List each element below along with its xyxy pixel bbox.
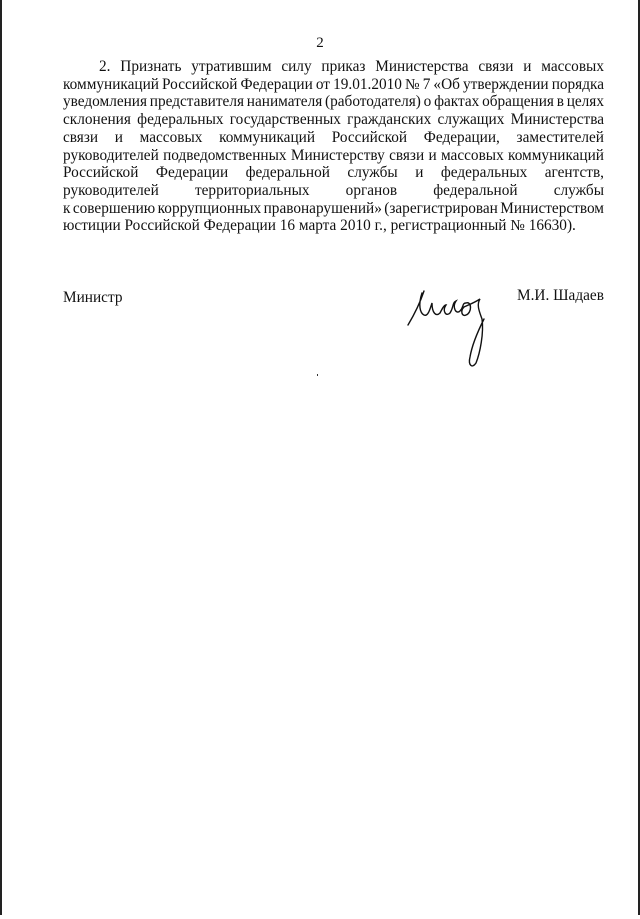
line-text: уведомления представителя нанимателя (работодателя) о фактах обращения в целях (63, 93, 604, 111)
paragraph-line (63, 217, 604, 235)
scan-speck (317, 374, 318, 376)
handwritten-signature (402, 283, 532, 373)
paragraph-2 (63, 58, 604, 235)
paragraph-line (63, 200, 604, 218)
paragraph-line (63, 111, 604, 129)
paragraph-line (63, 58, 604, 76)
line-text: Российской Федерации федеральной службы и федеральных агентств, (63, 164, 604, 182)
line-text: руководителей подведомственных Министерству связи и массовых коммуникаций (63, 146, 604, 164)
line-text: руководителей территориальных органов федеральной службы (63, 181, 604, 199)
line-text: юстиции Российской Федерации 16 марта 2010 г., регистрационный № 16630). (63, 217, 576, 235)
paragraph-line (63, 129, 604, 147)
paragraph-line (63, 147, 604, 165)
paragraph-line (63, 76, 604, 94)
signatory-name: М.И. Шадаев (517, 287, 604, 304)
page-number: 2 (316, 35, 324, 51)
signatory-role: Министр (63, 289, 123, 306)
line-text: связи и массовых коммуникаций Российской Федерации, заместителей (63, 128, 604, 146)
line-text: 2. Признать утратившим силу приказ Министерства связи и массовых (99, 58, 604, 75)
line-text: коммуникаций Российской Федерации от 19.01.2010 № 7 «Об утверждении порядка (63, 75, 604, 93)
line-text: склонения федеральных государственных гражданских служащих Министерства (63, 111, 604, 129)
line-text: к совершению коррупционных правонарушений» (зарегистрирован Министерством (63, 199, 604, 217)
paragraph-line (63, 93, 604, 111)
paragraph-line (63, 164, 604, 182)
paragraph-line (63, 182, 604, 200)
